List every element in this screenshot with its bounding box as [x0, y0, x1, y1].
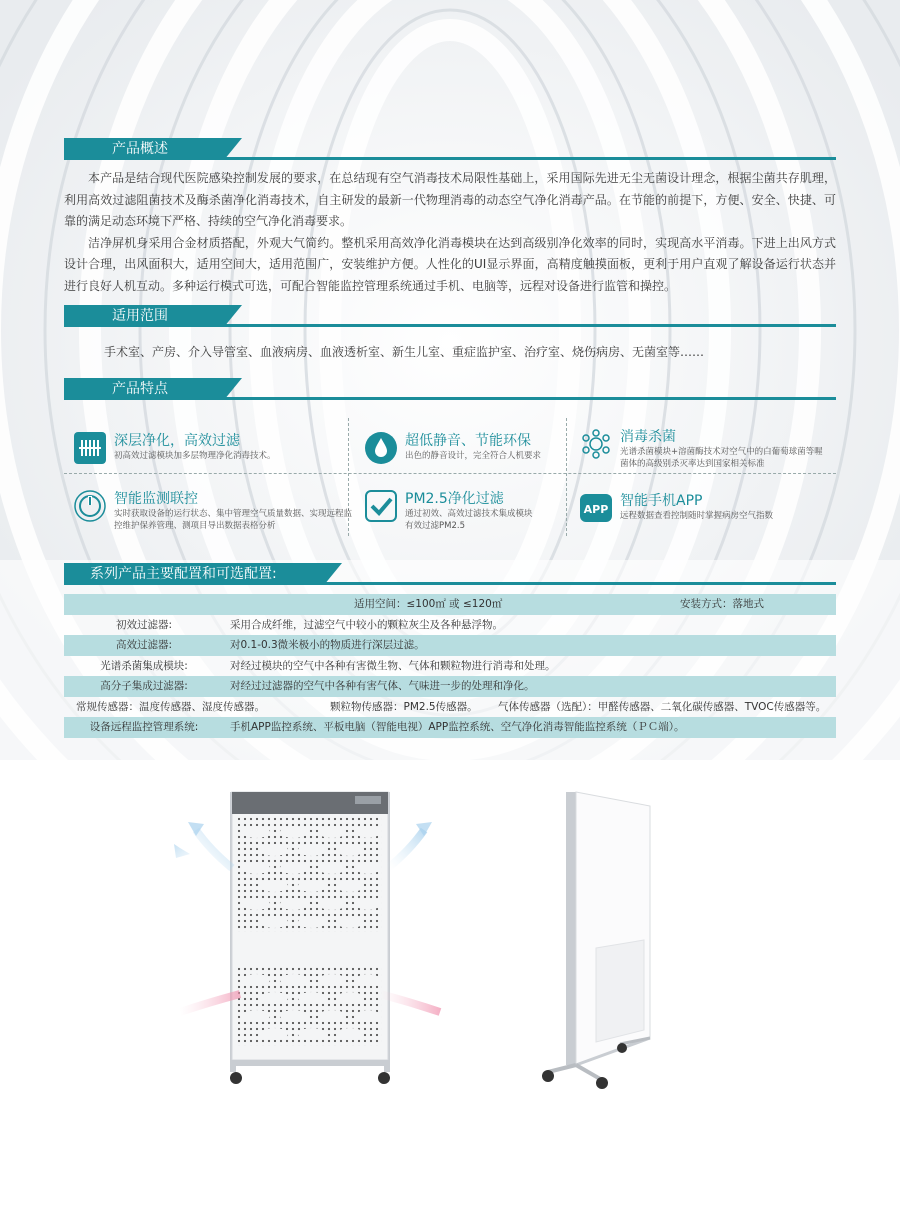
feature-desc: 光谱杀菌模块+溶菌酶技术对空气中的白葡萄球菌等喔菌体的高级别杀灭率达到国家相关标准: [620, 447, 823, 469]
row-label: 初效过滤器:: [115, 618, 173, 631]
filter-icon: [74, 432, 106, 464]
feature-desc: 实时获取设备的运行状态、集中管理空气质量数据、实现远程监控维护保养管理、测项目导出数据表格分析: [114, 509, 353, 531]
row-label: 高分子集成过滤器:: [100, 680, 188, 692]
scope-section-header: [64, 305, 836, 327]
config-table: [64, 594, 836, 738]
row-label: 设备远程监控管理系统:: [89, 721, 199, 733]
feature-app: [580, 488, 830, 548]
features-title: 产品特点: [64, 378, 224, 400]
power-icon: [74, 490, 106, 522]
feature-desc: 出色的静音设计，完全符合人机要求: [405, 451, 542, 461]
svg-text:APP: APP: [583, 503, 609, 516]
table-row: [64, 615, 836, 636]
sensor-general: 常规传感器：温度传感器、湿度传感器。: [76, 700, 265, 713]
water-drop-icon: [365, 432, 397, 464]
overview-text: [64, 168, 836, 297]
product-front-view: [170, 780, 450, 1090]
product-side-view: [530, 780, 670, 1090]
sensor-row: [64, 697, 836, 718]
feature-deep-purification: [74, 428, 344, 488]
feature-desc: 通过初效、高效过滤技术集成模块有效过滤PM2.5: [405, 509, 533, 531]
row-value: 手机APP监控系统、平板电脑（智能电视）APP监控系统、空气净化消毒智能监控系统（ＰＣ端）。: [230, 721, 685, 733]
table-row: [64, 676, 836, 697]
overview-section-header: [64, 138, 836, 160]
row-value: 采用合成纤维，过滤空气中较小的颗粒灰尘及各种悬浮物。: [230, 618, 503, 631]
config-title: 系列产品主要配置和可选配置:: [64, 563, 324, 585]
table-row: [64, 635, 836, 656]
row-value: 对经过模块的空气中各种有害微生物、气体和颗粒物进行消毒和处理。: [230, 659, 556, 672]
app-icon: [580, 492, 612, 524]
check-icon: [365, 490, 397, 522]
config-install: 安装方式：落地式: [680, 598, 764, 610]
features-section-header: [64, 378, 836, 400]
feature-title: PM2.5净化过滤: [405, 491, 504, 507]
overview-paragraph-2: 洁净屏机身采用合金材质搭配，外观大气简约。整机采用高效净化消毒模块在达到高级别净化效率的同时，实现高水平消毒。下进上出风方式设计合理，出风面积大，适用空间大，适用范围广，安装维护方便。人性化的UI显示界面，高精度触摸面板，更利于用户直观了解设备运行状态并进行良好人机互动。多种运行模式可选，可配合智能监控管理系统通过手机、电脑等，远程对设备进行监管和操控。: [64, 235, 836, 293]
bacteria-icon: [580, 428, 612, 460]
scope-title: 适用范围: [64, 305, 224, 327]
scope-text: 手术室、产房、介入导管室、血液病房、血液透析室、新生儿室、重症监护室、治疗室、烧伤病房、无菌室等……: [104, 345, 705, 359]
remote-row: [64, 717, 836, 738]
feature-title: 智能手机APP: [620, 493, 703, 509]
feature-smart-monitoring: [74, 486, 353, 546]
feature-title: 深层净化，高效过滤: [114, 433, 240, 449]
feature-title: 超低静音、节能环保: [405, 433, 531, 449]
feature-title: 智能监测联控: [114, 491, 198, 507]
sensor-gas: 气体传感器（选配）：甲醛传感器、二氧化碳传感器、TVOC传感器等。: [498, 700, 827, 713]
config-space: 适用空间：≤100㎡ 或 ≤120㎡: [354, 598, 503, 610]
overview-paragraph-1: 本产品是结合现代医院感染控制发展的要求，在总结现有空气消毒技术局限性基础上，采用国际先进无尘无菌设计理念，根据尘菌共存肌理，利用高效过滤阻菌技术及酶杀菌净化消毒技术，自主研发的最新一代物理消毒的动态空气净化消毒产品。在节能的前提下，方便、安全、快捷、可靠的满足动态环境下严格、持续的空气净化消毒要求。: [64, 171, 836, 228]
feature-desc: 初高效过滤模块加多层物理净化消毒技术。: [114, 451, 276, 461]
overview-title: 产品概述: [64, 138, 224, 160]
feature-sterilization: [580, 424, 830, 484]
row-label: 光谱杀菌集成模块:: [100, 659, 188, 672]
row-label: 高效过滤器:: [115, 639, 173, 651]
config-section-header: [64, 563, 836, 585]
sensor-particle: 颗粒物传感器：PM2.5传感器。: [330, 700, 478, 713]
row-value: 对经过过滤器的空气中各种有害气体、气味进一步的处理和净化。: [230, 680, 535, 692]
row-value: 对0.1-0.3微米极小的物质进行深层过滤。: [230, 639, 425, 651]
table-row: [64, 656, 836, 677]
feature-desc: 远程数据查看控制随时掌握病房空气指数: [620, 511, 774, 521]
feature-title: 消毒杀菌: [620, 429, 676, 445]
config-header-row: [64, 594, 836, 615]
